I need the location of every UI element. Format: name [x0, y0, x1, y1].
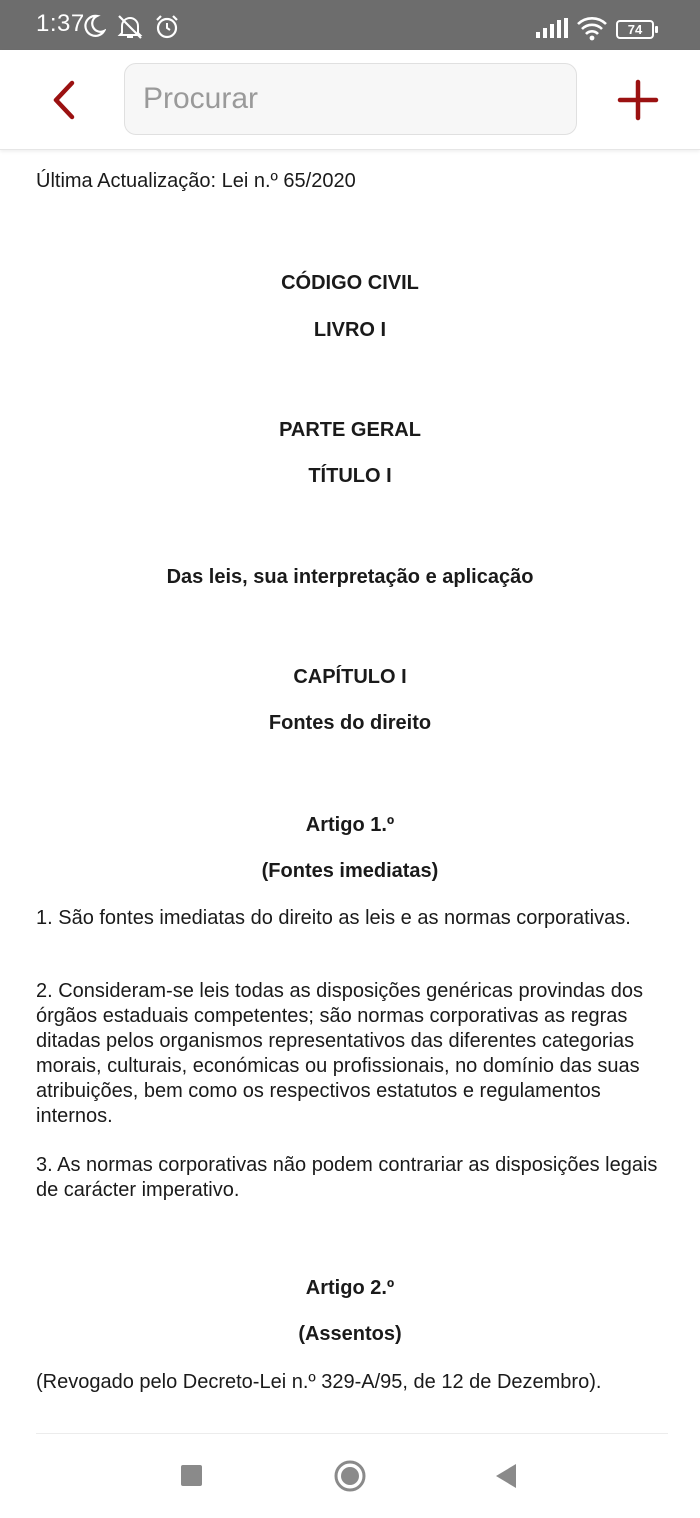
content-divider — [36, 1433, 668, 1434]
mute-icon — [116, 14, 144, 40]
wifi-icon — [576, 15, 608, 41]
article-paragraph: 3. As normas corporativas não podem contrariar as disposições legais de carácter imperativo. — [36, 1154, 658, 1201]
title-name-heading: Das leis, sua interpretação e aplicação — [166, 566, 534, 588]
article-subtitle: (Fontes imediatas) — [261, 860, 439, 882]
moon-icon — [82, 14, 106, 38]
app-bar — [0, 50, 700, 150]
last-update-text: Última Actualização: Lei n.º 65/2020 — [36, 170, 356, 192]
home-circle-icon[interactable] — [334, 1460, 366, 1492]
system-nav-bar — [0, 1440, 700, 1518]
part-heading: PARTE GERAL — [279, 419, 421, 441]
article-subtitle: (Assentos) — [298, 1323, 402, 1345]
recents-square-icon[interactable] — [181, 1465, 202, 1486]
add-button[interactable] — [616, 78, 660, 122]
chapter-heading: CAPÍTULO I — [293, 666, 407, 688]
chapter-name-heading: Fontes do direito — [268, 712, 432, 734]
alarm-icon — [154, 14, 180, 40]
article-heading: Artigo 1.º — [305, 814, 395, 836]
title-heading: TÍTULO I — [308, 465, 392, 487]
article-paragraph: 1. São fontes imediatas do direito as leis e as normas corporativas. — [36, 907, 631, 929]
status-bar — [0, 0, 700, 50]
battery-icon: 74 — [616, 20, 654, 39]
search-input[interactable] — [124, 63, 577, 135]
back-triangle-icon[interactable] — [494, 1462, 518, 1490]
status-time: 1:37 — [36, 10, 85, 37]
article-paragraph: 2. Consideram-se leis todas as disposições genéricas provindas dos órgãos estaduais competentes; são normas corporativas as regras ditadas pelos organismos representativos das diferentes categorias morais, culturais, económicas ou profissionais, no domínio das suas atribuições, bem como os respectivos estatutos e regulamentos internos. — [36, 980, 643, 1127]
plus-icon — [620, 82, 656, 118]
article-heading: Artigo 2.º — [305, 1277, 395, 1299]
back-button[interactable] — [44, 78, 84, 122]
article-paragraph: (Revogado pelo Decreto-Lei n.º 329-A/95, de 12 de Dezembro). — [36, 1371, 602, 1393]
book-heading: LIVRO I — [313, 319, 387, 341]
signal-icon — [536, 18, 568, 38]
code-title: CÓDIGO CIVIL — [281, 272, 419, 294]
chevron-left-icon — [56, 83, 72, 117]
